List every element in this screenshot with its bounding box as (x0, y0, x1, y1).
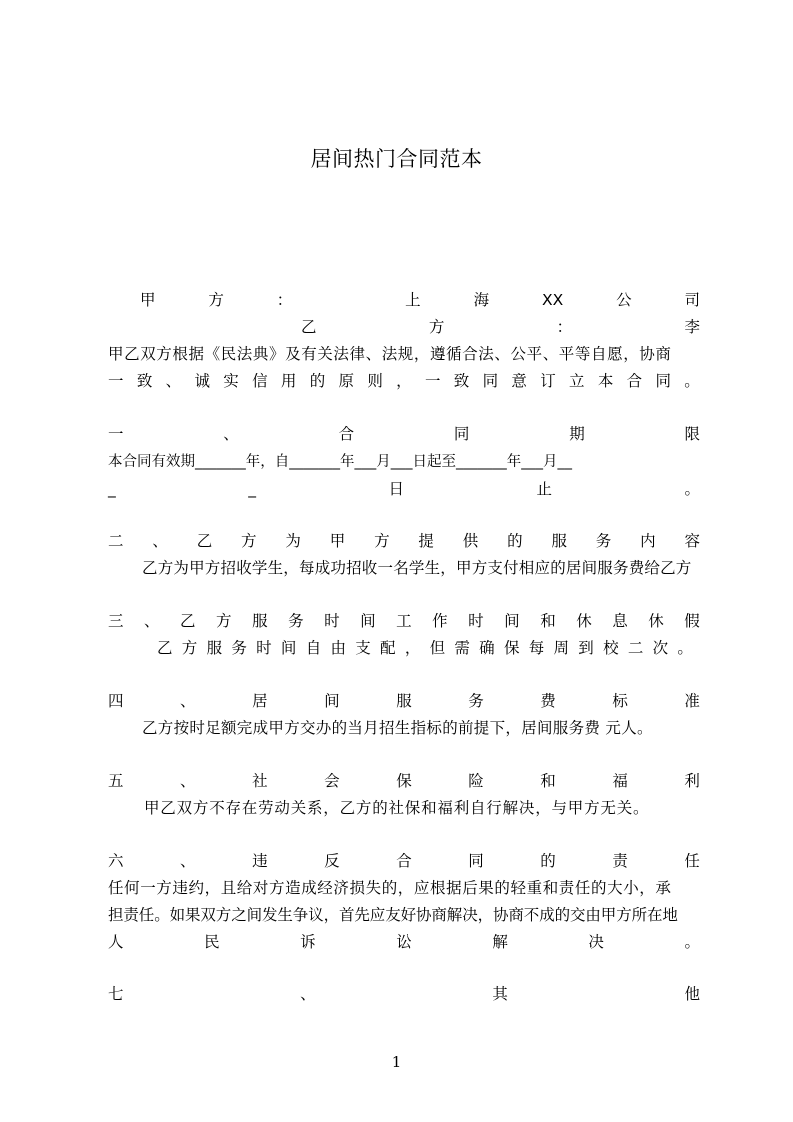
heading-char: 合 (338, 425, 355, 443)
party-b-char: ： (556, 318, 573, 336)
heading-char: 服 (551, 532, 567, 550)
heading-char: 服 (396, 692, 412, 710)
heading-char: 其 (492, 985, 508, 1003)
section-1-heading (108, 421, 700, 447)
body-char: 需 (454, 639, 470, 657)
preamble-char: 致 (136, 372, 153, 390)
heading-char: 和 (540, 772, 556, 790)
heading-char: 福 (612, 772, 628, 790)
body-char: _ (108, 480, 116, 498)
heading-char: 服 (252, 612, 268, 630)
preamble-char: 订 (540, 372, 556, 390)
preamble-char: 。 (684, 372, 700, 390)
heading-char: 居 (252, 692, 268, 710)
body-char: 配 (380, 639, 396, 657)
heading-char: 方 (216, 612, 232, 630)
heading-char: 的 (540, 852, 556, 870)
heading-char: 和 (540, 612, 556, 630)
section-4-heading (108, 688, 700, 714)
body-char: 间 (280, 639, 297, 657)
heading-char: 同 (468, 852, 484, 870)
heading-char: 、 (180, 772, 196, 790)
heading-char: 七 (108, 985, 124, 1003)
body-char: 但 (429, 639, 446, 657)
preamble-char: 本 (597, 372, 614, 390)
section-1-body-line-1: 本合同有效期_______年，自_______年___月___日起至_______年___月__ (108, 454, 572, 470)
heading-char: 甲 (329, 532, 346, 550)
heading-char: 作 (432, 612, 448, 630)
body-char: 日 (388, 480, 404, 498)
section-2-body: 乙方为甲方招收学生，每成功招收一名学生，甲方支付相应的居间服务费给乙方 (142, 559, 692, 577)
heading-char: 六 (108, 852, 124, 870)
body-char: 到 (578, 639, 594, 657)
body-char: 保 (503, 639, 520, 657)
body-char: 支 (355, 639, 371, 657)
heading-char: 、 (223, 425, 239, 443)
body-char: 时 (256, 639, 272, 657)
heading-char: 容 (684, 532, 700, 550)
heading-char: 乙 (196, 532, 213, 550)
heading-char: 为 (285, 532, 301, 550)
party-a-line (140, 287, 700, 313)
preamble-char: 信 (252, 372, 268, 390)
heading-char: 时 (468, 612, 484, 630)
body-char: 确 (479, 639, 495, 657)
body-char: ， (404, 639, 421, 657)
heading-char: 他 (684, 985, 700, 1003)
preamble-char: 的 (309, 372, 326, 390)
heading-char: 同 (453, 425, 470, 443)
body-char: 人 (108, 933, 124, 951)
heading-char: 务 (595, 532, 612, 550)
heading-char: 假 (684, 612, 700, 630)
heading-char: 内 (640, 532, 656, 550)
heading-char: 、 (180, 692, 196, 710)
preamble-char: 立 (569, 372, 585, 390)
section-7-heading (108, 981, 700, 1007)
body-char: 自 (305, 639, 322, 657)
heading-char: 五 (108, 772, 124, 790)
section-6-body-line-2: 担责任。如果双方之间发生争议，首先应友好协商解决，协商不成的交由甲方所在地 (108, 906, 678, 924)
body-char: 解 (492, 933, 508, 951)
heading-char: 工 (396, 612, 412, 630)
section-2-heading (108, 528, 700, 554)
preamble-char: 合 (626, 372, 643, 390)
heading-char: 利 (684, 772, 700, 790)
body-char: 方 (181, 639, 198, 657)
party-b-line (301, 314, 700, 340)
section-6-body-line-3 (108, 929, 700, 955)
heading-char: 供 (462, 532, 479, 550)
body-char: 务 (231, 639, 247, 657)
preamble-char: 意 (511, 372, 527, 390)
heading-char: 方 (374, 532, 390, 550)
body-char: 民 (204, 933, 220, 951)
heading-char: 二 (108, 532, 124, 550)
heading-char: 会 (324, 772, 340, 790)
heading-char: 、 (144, 612, 160, 630)
heading-char: 期 (569, 425, 585, 443)
heading-char: 务 (468, 692, 484, 710)
heading-char: 提 (418, 532, 434, 550)
party-a-char: 方 (208, 291, 224, 309)
body-char: 乙 (157, 639, 173, 657)
heading-char: 社 (252, 772, 268, 790)
preamble-char: 实 (223, 372, 239, 390)
body-char: 校 (603, 639, 619, 657)
body-char: 次 (652, 639, 669, 657)
body-char: 决 (588, 933, 604, 951)
section-4-body: 乙方按时足额完成甲方交办的当月招生指标的前提下，居间服务费 元人。 (142, 719, 653, 737)
heading-char: 任 (684, 852, 700, 870)
heading-char: 合 (396, 852, 412, 870)
heading-char: 方 (241, 532, 257, 550)
section-6-body-line-1: 任何一方违约，且给对方造成经济损失的，应根据后果的轻重和责任的大小，承 (108, 879, 672, 897)
heading-char: 违 (252, 852, 268, 870)
heading-char: 标 (612, 692, 628, 710)
preamble-char: 同 (655, 372, 671, 390)
heading-char: 间 (324, 692, 340, 710)
heading-char: 的 (507, 532, 523, 550)
preamble-char: 一 (108, 372, 124, 390)
preamble-char: 同 (482, 372, 499, 390)
preamble-char: 、 (165, 372, 182, 390)
body-char: 止 (536, 480, 552, 498)
body-char: 诉 (300, 933, 316, 951)
preamble-line-1: 甲乙双方根据《民法典》及有关法律、法规，遵循合法、公平、平等自愿，协商 (108, 345, 672, 363)
heading-char: 准 (684, 692, 700, 710)
preamble-char: 诚 (194, 372, 210, 390)
body-char: 。 (684, 933, 700, 951)
party-a-char: 公 (616, 291, 632, 309)
preamble-char: 则 (367, 372, 383, 390)
section-6-heading (108, 848, 700, 874)
heading-char: 保 (396, 772, 412, 790)
party-a-char: 司 (684, 291, 700, 309)
party-a-char: 海 (473, 291, 490, 309)
heading-char: 、 (300, 985, 316, 1003)
page-number: 1 (391, 1053, 402, 1071)
body-char: 。 (677, 639, 693, 657)
heading-char: 费 (540, 692, 556, 710)
preamble-line-2 (108, 368, 700, 394)
party-a-char: ： (276, 291, 293, 309)
body-char: 二 (627, 639, 644, 657)
preamble-char: 原 (338, 372, 355, 390)
body-char: 每 (528, 639, 545, 657)
preamble-char: 用 (280, 372, 297, 390)
party-b-char: 李 (684, 318, 700, 336)
heading-char: 四 (108, 692, 124, 710)
section-1-body-line-2 (108, 476, 700, 502)
heading-char: 时 (324, 612, 340, 630)
heading-char: 休 (576, 612, 592, 630)
party-a-char: 上 (405, 291, 421, 309)
heading-char: 务 (288, 612, 304, 630)
body-char: 周 (553, 639, 570, 657)
heading-char: 险 (468, 772, 484, 790)
section-5-heading (108, 768, 700, 794)
preamble-char: 一 (424, 372, 441, 390)
preamble-char: 致 (453, 372, 470, 390)
heading-char: 间 (360, 612, 376, 630)
heading-char: 一 (108, 425, 124, 443)
heading-char: 乙 (180, 612, 196, 630)
body-char: 由 (330, 639, 346, 657)
body-char: 服 (206, 639, 223, 657)
heading-char: 反 (324, 852, 340, 870)
section-5-body: 甲乙双方不存在劳动关系，乙方的社保和福利自行解决，与甲方无关。 (144, 799, 650, 817)
party-a-char: 甲 (140, 291, 156, 309)
section-3-body (157, 635, 693, 661)
body-char: _ (248, 480, 256, 498)
heading-char: 三 (108, 612, 124, 630)
heading-char: 休 (648, 612, 664, 630)
heading-char: 限 (684, 425, 700, 443)
heading-char: 责 (612, 852, 628, 870)
document-title: 居间热门合同范本 (310, 147, 483, 171)
party-b-char: 乙 (301, 318, 317, 336)
heading-char: 、 (180, 852, 196, 870)
party-a-char: XX (541, 291, 564, 309)
heading-char: 间 (504, 612, 520, 630)
heading-char: 息 (612, 612, 628, 630)
body-char: 讼 (396, 933, 412, 951)
preamble-char: ， (396, 372, 412, 390)
section-3-heading (108, 608, 700, 634)
party-b-char: 方 (428, 318, 445, 336)
heading-char: 、 (152, 532, 168, 550)
body-char: 。 (684, 480, 700, 498)
